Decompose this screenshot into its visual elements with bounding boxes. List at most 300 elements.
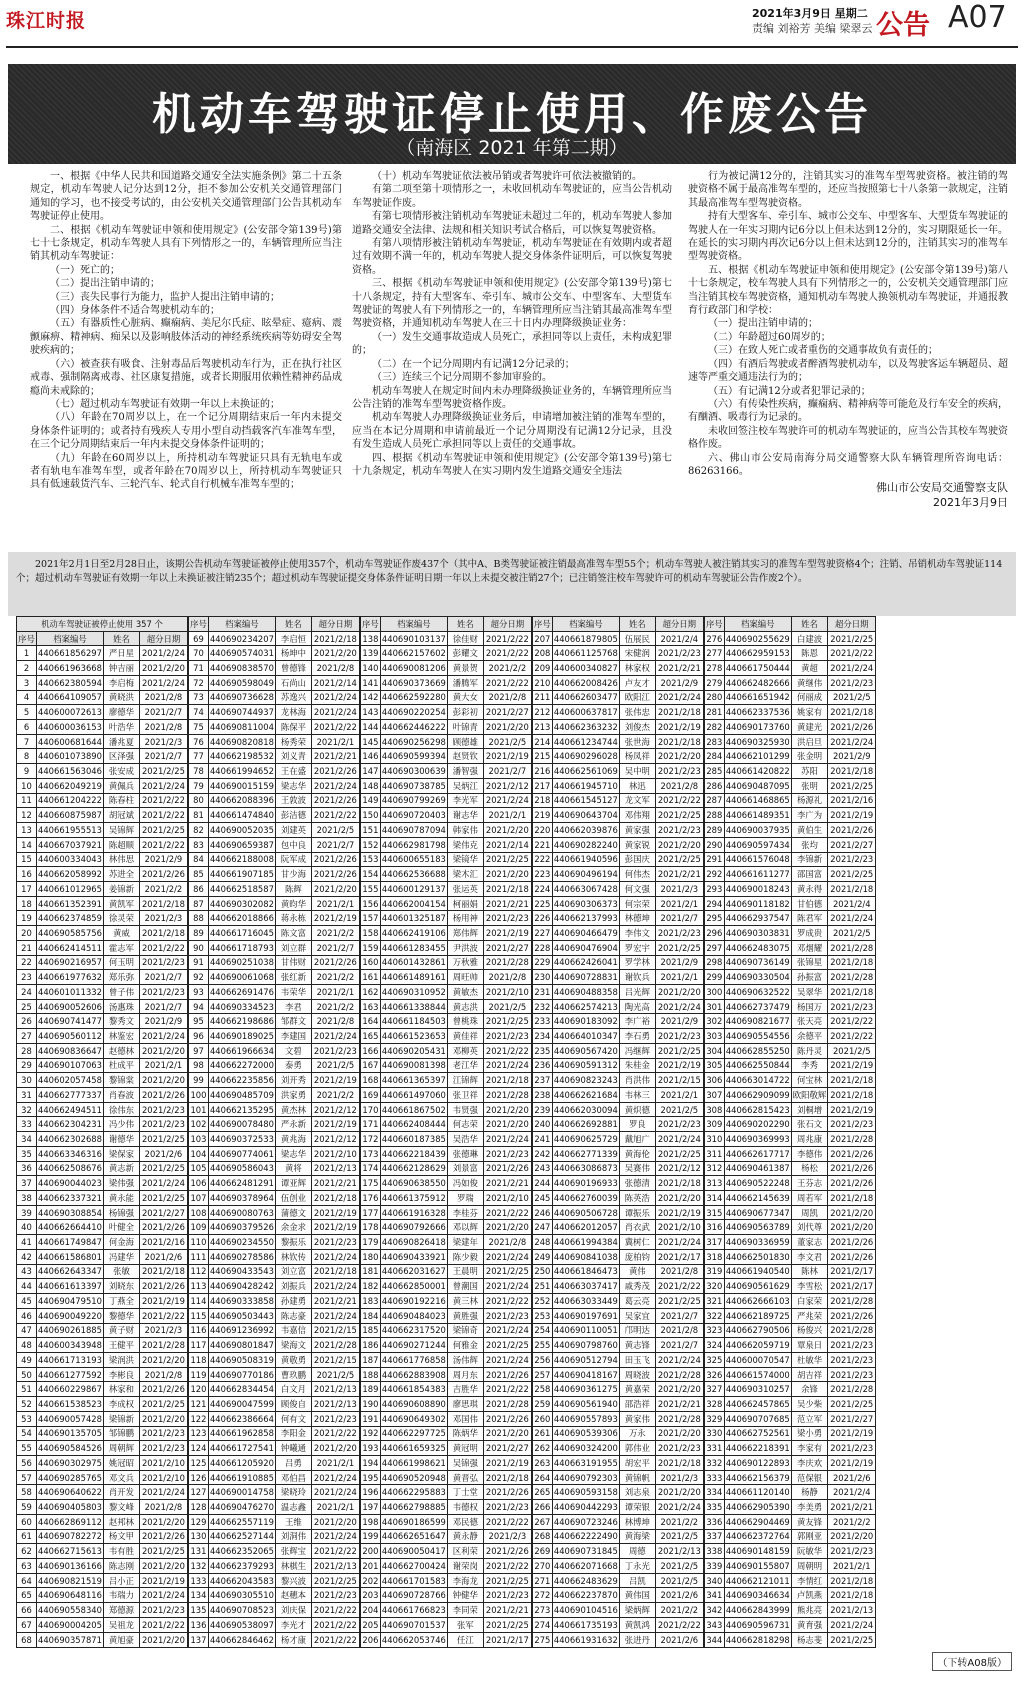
- record-number: 440690433543: [208, 1264, 275, 1279]
- record-number: 440661716045: [208, 926, 275, 941]
- row-number: 332: [704, 1455, 724, 1470]
- row-number: 305: [704, 1058, 724, 1073]
- date: 2021/2/20: [655, 1426, 703, 1441]
- driver-name: 陈炳华: [447, 1426, 483, 1441]
- column-header: 超分日期: [483, 617, 531, 632]
- date: 2021/2/5: [311, 1367, 359, 1382]
- record-number: 440690155807: [724, 1559, 791, 1574]
- table-row: [704, 646, 875, 661]
- row-number: 195: [360, 1470, 380, 1485]
- table-row: [360, 1485, 531, 1500]
- row-number: 322: [704, 1308, 724, 1323]
- row-number: 168: [360, 1073, 380, 1088]
- date: 2021/2/12: [311, 1102, 359, 1117]
- date: 2021/2/26: [828, 720, 876, 735]
- date: 2021/2/24: [311, 690, 359, 705]
- driver-name: 韩家伟: [447, 823, 483, 838]
- record-number: 440690047599: [208, 1397, 275, 1412]
- driver-name: 罗良: [619, 1117, 655, 1132]
- date: 2021/2/23: [311, 1411, 359, 1426]
- table-row: [532, 1323, 703, 1338]
- date: 2021/2/26: [139, 1529, 187, 1544]
- row-number: 219: [532, 808, 552, 823]
- record-number: 440664010347: [552, 1029, 619, 1044]
- driver-name: 甘少海: [275, 867, 311, 882]
- row-number: 277: [704, 646, 724, 661]
- driver-name: 杨秀荣: [275, 734, 311, 749]
- driver-name: 徐佳财: [447, 631, 483, 646]
- record-number: 440690484023: [380, 1308, 447, 1323]
- notice-paragraph: 未收回签注校车驾驶许可的机动车驾驶证的，应当公告其校车驾驶资格作废。: [688, 425, 1008, 451]
- date: 2021/2/23: [311, 1043, 359, 1058]
- row-number: 124: [188, 1441, 208, 1456]
- driver-name: 杨静: [791, 1485, 828, 1500]
- driver-name: 李文君: [791, 1249, 828, 1264]
- table-row: [360, 1352, 531, 1367]
- date: 2021/2/24: [483, 1279, 531, 1294]
- date: 2021/2/17: [828, 1264, 876, 1279]
- record-number: 440661474840: [208, 808, 275, 823]
- date: 2021/2/28: [655, 1411, 703, 1426]
- notice-paragraph: （三）在致人死亡或者重伤的交通事故负有责任的；: [708, 345, 938, 357]
- row-number: 226: [532, 911, 552, 926]
- date: 2021/2/3: [139, 911, 187, 926]
- table-row: [188, 1514, 359, 1529]
- table-row: [360, 1043, 531, 1058]
- record-number: 440662737479: [724, 999, 791, 1014]
- table-row: [704, 1205, 875, 1220]
- record-number: 440690599394: [380, 749, 447, 764]
- date: 2021/2/28: [828, 940, 876, 955]
- table-row: [532, 984, 703, 999]
- driver-name: 林博坤: [619, 1514, 655, 1529]
- date: 2021/2/8: [139, 1500, 187, 1515]
- table-row: [360, 896, 531, 911]
- driver-name: 万秋雅: [447, 955, 483, 970]
- date: 2021/2/26: [483, 1367, 531, 1382]
- driver-name: 林棋生: [275, 1559, 311, 1574]
- date: 2021/2/1: [655, 896, 703, 911]
- table-row: [188, 1632, 359, 1647]
- driver-name: 姜锦新: [103, 881, 139, 896]
- driver-name: 邓以辉: [447, 1220, 483, 1235]
- date: 2021/2/12: [483, 778, 531, 793]
- date: 2021/2/10: [139, 1455, 187, 1470]
- date: 2021/2/8: [311, 1014, 359, 1029]
- date: 2021/2/21: [311, 1294, 359, 1309]
- row-number: 25: [17, 999, 37, 1014]
- row-number: 275: [532, 1632, 552, 1647]
- driver-name: 黄海梁: [619, 1529, 655, 1544]
- record-number: 440661713193: [37, 1352, 104, 1367]
- driver-name: 徐灵荣: [103, 911, 139, 926]
- date: 2021/2/28: [311, 1338, 359, 1353]
- date: 2021/2/25: [139, 823, 187, 838]
- column-header: 档案编号: [724, 617, 791, 632]
- date: 2021/2/26: [828, 1176, 876, 1191]
- driver-name: 陈超顺: [103, 837, 139, 852]
- date: 2021/2/26: [828, 1308, 876, 1323]
- table-row: [360, 1529, 531, 1544]
- driver-name: 张伟忠: [619, 705, 655, 720]
- driver-name: 张辉宝: [275, 1544, 311, 1559]
- table-row: [360, 881, 531, 896]
- driver-name: 徐伟东: [103, 1102, 139, 1117]
- date: 2021/2/22: [139, 940, 187, 955]
- row-number: 13: [17, 823, 37, 838]
- table-row: [17, 940, 188, 955]
- driver-name: 刘立群: [275, 940, 311, 955]
- table-row: [188, 1485, 359, 1500]
- record-number: 440600655183: [380, 852, 447, 867]
- record-number: 440662379293: [208, 1559, 275, 1574]
- driver-name: 吕光辉: [619, 984, 655, 999]
- date: 2021/2/22: [483, 1382, 531, 1397]
- row-number: 159: [360, 940, 380, 955]
- record-number: 440690369993: [724, 1132, 791, 1147]
- record-number: 440661940596: [552, 852, 619, 867]
- table-row: [704, 1043, 875, 1058]
- driver-name: 何伟杰: [619, 867, 655, 882]
- driver-name: 区利荣: [447, 1544, 483, 1559]
- record-number: 440661749847: [37, 1235, 104, 1250]
- table-row: [188, 749, 359, 764]
- record-number: 440690324200: [552, 1441, 619, 1456]
- date: 2021/2/24: [483, 793, 531, 808]
- table-row: [360, 1294, 531, 1309]
- table-row: [360, 1411, 531, 1426]
- record-number: 440662501830: [724, 1249, 791, 1264]
- table-row: [704, 1014, 875, 1029]
- column-header: 档案编号: [208, 617, 275, 632]
- record-number: 440690197691: [552, 1308, 619, 1323]
- driver-name: 黎秀文: [103, 1014, 139, 1029]
- date: 2021/2/25: [139, 1132, 187, 1147]
- date: 2021/2/6: [828, 1470, 876, 1485]
- driver-name: 曾德锋: [275, 661, 311, 676]
- row-number: 293: [704, 881, 724, 896]
- driver-name: 刘立富: [275, 1264, 311, 1279]
- table-row: [532, 911, 703, 926]
- row-number: 254: [532, 1323, 552, 1338]
- driver-name: 孙振富: [791, 970, 828, 985]
- table-row: [188, 1294, 359, 1309]
- record-number: 440661545127: [552, 793, 619, 808]
- row-number: 187: [360, 1352, 380, 1367]
- driver-name: 黄将: [275, 1161, 311, 1176]
- table-row: [188, 1088, 359, 1103]
- table-row: [704, 675, 875, 690]
- driver-name: 黄海伦: [619, 1146, 655, 1161]
- table-row: [532, 1029, 703, 1044]
- date: 2021/2/23: [483, 1029, 531, 1044]
- driver-name: 谭亚辉: [275, 1176, 311, 1191]
- table-row: [17, 1559, 188, 1574]
- record-number: 440690538097: [208, 1617, 275, 1632]
- date: 2021/2/24: [311, 1029, 359, 1044]
- row-number: 61: [17, 1529, 37, 1544]
- driver-name: 邓伟翔: [619, 808, 655, 823]
- table-row: [188, 1397, 359, 1412]
- date: 2021/2/23: [828, 999, 876, 1014]
- record-number: 440690476904: [552, 940, 619, 955]
- table-row: [360, 1132, 531, 1147]
- row-number: 142: [360, 690, 380, 705]
- row-number: 135: [188, 1603, 208, 1618]
- table-row: [17, 734, 188, 749]
- date: 2021/2/7: [655, 1338, 703, 1353]
- row-number: 68: [17, 1632, 37, 1647]
- driver-name: 梁锦奇: [447, 1323, 483, 1338]
- row-number: 29: [17, 1058, 37, 1073]
- row-number: 30: [17, 1073, 37, 1088]
- table-row: [704, 1367, 875, 1382]
- driver-name: 黄佳祥: [447, 1029, 483, 1044]
- row-number: 87: [188, 896, 208, 911]
- record-number: 440690485709: [208, 1088, 275, 1103]
- driver-name: 林家和: [103, 1382, 139, 1397]
- row-number: 51: [17, 1382, 37, 1397]
- row-number: 197: [360, 1500, 380, 1515]
- date: 2021/2/3: [655, 881, 703, 896]
- date: 2021/2/4: [828, 1485, 876, 1500]
- record-number: 440690554556: [724, 1029, 791, 1044]
- date: 2021/2/24: [311, 1529, 359, 1544]
- table-row: [17, 1102, 188, 1117]
- table-row: [532, 1382, 703, 1397]
- record-number: 440661718793: [208, 940, 275, 955]
- table-row: [704, 1603, 875, 1618]
- table-row: [360, 1397, 531, 1412]
- table-row: [360, 1367, 531, 1382]
- date: 2021/2/21: [483, 896, 531, 911]
- record-number: 440661576048: [724, 852, 791, 867]
- date: 2021/2/8: [483, 1235, 531, 1250]
- driver-name: 孙建勇: [275, 1294, 311, 1309]
- row-number: 14: [17, 837, 37, 852]
- record-number: 440691236992: [208, 1323, 275, 1338]
- table-row: [188, 1058, 359, 1073]
- date: 2021/2/20: [655, 1382, 703, 1397]
- date: 2021/2/20: [655, 837, 703, 852]
- table-row: [360, 999, 531, 1014]
- date: 2021/2/28: [655, 1367, 703, 1382]
- record-number: 440690701537: [380, 1617, 447, 1632]
- driver-name: 黄景贺: [447, 661, 483, 676]
- date: 2021/2/23: [139, 955, 187, 970]
- driver-name: 王芬志: [791, 1176, 828, 1191]
- date: 2021/2/22: [311, 1426, 359, 1441]
- record-number: 440690836647: [37, 1043, 104, 1058]
- row-number: 119: [188, 1367, 208, 1382]
- driver-name: 何金海: [103, 1235, 139, 1250]
- date: 2021/2/1: [828, 1559, 876, 1574]
- table-row: [704, 734, 875, 749]
- table-row: [360, 1205, 531, 1220]
- table-row: [360, 631, 531, 646]
- date: 2021/2/20: [139, 1352, 187, 1367]
- driver-name: 丁燕全: [103, 1294, 139, 1309]
- date: 2021/2/27: [483, 705, 531, 720]
- table-row: [17, 926, 188, 941]
- driver-name: 黄炽德: [619, 1102, 655, 1117]
- notice-paragraph: （八）年龄在70周岁以上，在一个记分周期结束后一年内未提交身体条件证明的；或者持有残疾人专用小型自动挡载客汽车准驾车型，在三个记分周期结束后一年内未提交身体条件证明的；: [30, 412, 342, 451]
- date: 2021/2/24: [311, 1485, 359, 1500]
- row-number: 84: [188, 852, 208, 867]
- row-number: 271: [532, 1573, 552, 1588]
- table-row: [360, 837, 531, 852]
- date: 2021/2/20: [655, 749, 703, 764]
- record-number: 440600681644: [37, 734, 104, 749]
- date: 2021/2/24: [655, 1235, 703, 1250]
- driver-name: 潘兆夏: [103, 734, 139, 749]
- driver-name: 邵浩祥: [619, 1397, 655, 1412]
- table-row: [532, 1308, 703, 1323]
- date: 2021/2/18: [655, 1455, 703, 1470]
- table-row: [532, 661, 703, 676]
- row-number: 1: [17, 646, 37, 661]
- driver-name: 罗学林: [619, 955, 655, 970]
- row-number: 100: [188, 1088, 208, 1103]
- table-row: [188, 1117, 359, 1132]
- driver-name: 何雅金: [447, 1338, 483, 1353]
- table-row: [704, 720, 875, 735]
- row-number: 153: [360, 852, 380, 867]
- record-number: 440662700424: [380, 1559, 447, 1574]
- notice-paragraph: 五、根据《机动车驾驶证申领和使用规定》(公安部令第139号)第八十七条规定，校车驾驶人具有下列情形之一的，公安机关交通管理部门应当注销其校车驾驶资格，通知机动车驾驶人换领机动车驾驶证，并通报教育行政部门和学校：: [688, 264, 1008, 317]
- date: 2021/2/25: [655, 852, 703, 867]
- date: 2021/2/24: [483, 1323, 531, 1338]
- driver-name: 杨文甲: [103, 1529, 139, 1544]
- table-row: [17, 1455, 188, 1470]
- driver-name: 白建波: [791, 631, 828, 646]
- driver-name: 邵国富: [791, 867, 828, 882]
- row-number: 24: [17, 984, 37, 999]
- table-row: [17, 823, 188, 838]
- row-number: 173: [360, 1146, 380, 1161]
- date: 2021/2/1: [311, 984, 359, 999]
- row-number: 85: [188, 867, 208, 882]
- notice-paragraph: 一、根据《中华人民共和国道路交通安全法实施条例》第二十五条规定，机动车驾驶人记分达到12分，拒不参加公安机关交通管理部门通知的学习，也不接受考试的，由公安机关交通管理部门公告其机动车驾驶证停止使用。: [30, 171, 342, 223]
- date: 2021/2/18: [139, 926, 187, 941]
- row-number: 198: [360, 1514, 380, 1529]
- date: 2021/2/15: [311, 1352, 359, 1367]
- table-row: [360, 955, 531, 970]
- date: 2021/2/20: [483, 1117, 531, 1132]
- table-row: [704, 705, 875, 720]
- record-number: 440690774061: [208, 1146, 275, 1161]
- driver-name: 龙文军: [619, 793, 655, 808]
- driver-name: 张天亮: [791, 1014, 828, 1029]
- row-number: 291: [704, 852, 724, 867]
- record-number: 440662088396: [208, 793, 275, 808]
- row-number: 78: [188, 764, 208, 779]
- date: 2021/2/26: [483, 1544, 531, 1559]
- driver-name: 李家有: [791, 1441, 828, 1456]
- table-row: [188, 705, 359, 720]
- row-number: 208: [532, 646, 552, 661]
- driver-name: 李阳金: [275, 1426, 311, 1441]
- record-number: 440690503443: [208, 1308, 275, 1323]
- row-number: 265: [532, 1485, 552, 1500]
- driver-name: 钟曦通: [275, 1441, 311, 1456]
- row-number: 225: [532, 896, 552, 911]
- table-row: [360, 1161, 531, 1176]
- record-number: 440600036153: [37, 720, 104, 735]
- driver-name: 梁伟克: [447, 837, 483, 852]
- date: 2021/2/26: [828, 1146, 876, 1161]
- driver-name: 胡宏平: [619, 1455, 655, 1470]
- table-row: [704, 1559, 875, 1574]
- date: 2021/2/24: [311, 705, 359, 720]
- table-row: [17, 1014, 188, 1029]
- license-table-block: [532, 616, 704, 1648]
- date: 2021/2/20: [483, 1426, 531, 1441]
- row-number: 145: [360, 734, 380, 749]
- column-header: 姓名: [103, 631, 139, 646]
- record-number: 440661727541: [208, 1441, 275, 1456]
- driver-name: 黄冠明: [447, 1441, 483, 1456]
- driver-name: 何宗荣: [619, 896, 655, 911]
- driver-name: 卢凯燕: [791, 1588, 828, 1603]
- table-row: [704, 970, 875, 985]
- date: 2021/2/5: [483, 999, 531, 1014]
- date: 2021/2/8: [483, 970, 531, 985]
- record-number: 440661867502: [380, 1102, 447, 1117]
- table-row: [704, 1073, 875, 1088]
- date: 2021/2/20: [828, 1220, 876, 1235]
- record-number: 440663067428: [552, 881, 619, 896]
- row-number: 248: [532, 1235, 552, 1250]
- record-number: 440690586043: [208, 1161, 275, 1176]
- table-row: [188, 837, 359, 852]
- table-row: [704, 1382, 875, 1397]
- record-number: 440662237870: [552, 1588, 619, 1603]
- date: 2021/2/24: [311, 1279, 359, 1294]
- row-number: 83: [188, 837, 208, 852]
- row-number: 184: [360, 1308, 380, 1323]
- record-number: 440661352391: [37, 896, 104, 911]
- record-number: 440690792666: [380, 1220, 447, 1235]
- record-number: 440690598049: [208, 675, 275, 690]
- date: 2021/2/26: [828, 1161, 876, 1176]
- date: 2021/2/24: [828, 1617, 876, 1632]
- record-number: 440661750444: [724, 661, 791, 676]
- table-row: [704, 764, 875, 779]
- record-number: 440662012057: [552, 1220, 619, 1235]
- table-row: [17, 1323, 188, 1338]
- row-number: 242: [532, 1146, 552, 1161]
- driver-name: 叶健全: [103, 1220, 139, 1235]
- row-number: 185: [360, 1323, 380, 1338]
- date: 2021/2/19: [828, 808, 876, 823]
- record-number: 440661776858: [380, 1352, 447, 1367]
- record-number: 440662518587: [208, 881, 275, 896]
- table-row: [704, 1294, 875, 1309]
- date: 2021/2/8: [655, 1323, 703, 1338]
- row-number: 104: [188, 1146, 208, 1161]
- date: 2021/2/20: [311, 646, 359, 661]
- table-row: [188, 1500, 359, 1515]
- record-number: 440661940540: [724, 1264, 791, 1279]
- table-row: [188, 1367, 359, 1382]
- record-number: 440661277592: [37, 1367, 104, 1382]
- table-row: [532, 1352, 703, 1367]
- record-number: 440690302975: [37, 1455, 104, 1470]
- table-row: [188, 1470, 359, 1485]
- date: 2021/2/26: [139, 1220, 187, 1235]
- row-number: 19: [17, 911, 37, 926]
